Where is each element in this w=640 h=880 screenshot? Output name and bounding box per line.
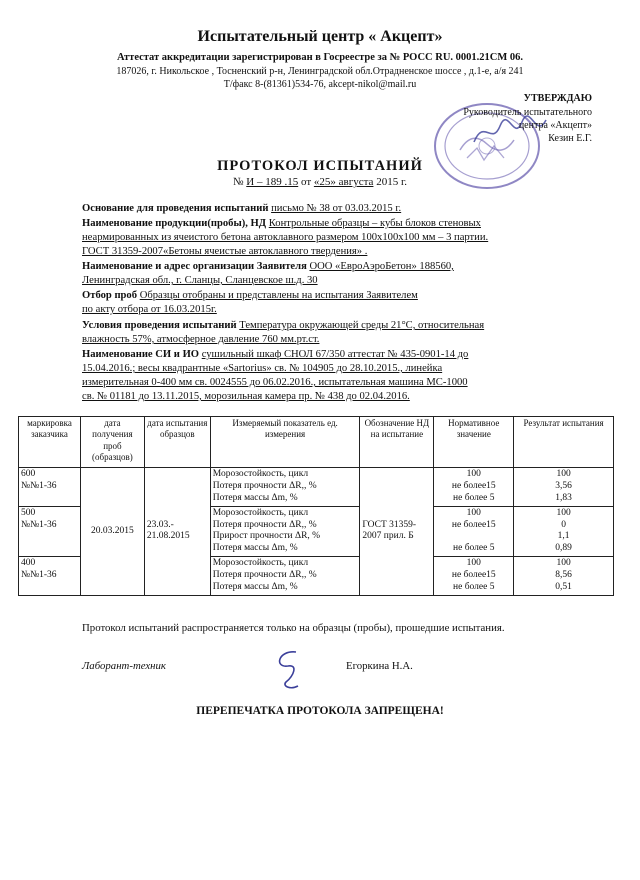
equipment-value-2: 15.04.2016.; весы квадрантные «Sartorius» св. № 104905 до 28.10.2015., линейка [82, 363, 443, 374]
result-line: 0 [561, 519, 566, 530]
protocol-number-line [0, 176, 640, 188]
params-cell [210, 468, 360, 507]
norm-line: не более15 [451, 570, 496, 581]
params-cell [210, 557, 360, 596]
result-line: 100 [556, 558, 571, 569]
param-line: Потеря прочности ΔR,, % [212, 570, 317, 581]
approval-title: УТВЕРЖДАЮ [523, 93, 592, 104]
address-line: 187026, г. Никольское , Тосненский р-н, Ленинградской обл.Отрадненское шоссе , д.1-е, а/я 241 [116, 66, 524, 77]
product-label: Наименование продукции(пробы), НД [82, 218, 267, 229]
lab-role: Лаборант-техник [82, 660, 166, 672]
protocol-date: «25» августа [313, 176, 374, 188]
equipment-row [82, 349, 468, 360]
params-cell [210, 506, 360, 557]
result-line: 3,56 [555, 480, 572, 491]
result-line: 0,89 [555, 543, 572, 554]
number-prefix: № [233, 176, 244, 188]
marking-samples: №№1-36 [21, 570, 57, 581]
param-line: Потеря прочности ΔR,, % [212, 519, 317, 530]
lab-signature [268, 646, 308, 692]
marking-cell [19, 468, 81, 507]
sampling-value-2: по акту отбора от 16.03.2015г. [82, 304, 217, 315]
norm-line: 100 [466, 507, 481, 518]
protocol-year: 2015 г. [376, 176, 407, 188]
conditions-label: Условия проведения испытаний [82, 320, 237, 331]
norm-line: 100 [466, 469, 481, 479]
reprint-warning: ПЕРЕПЕЧАТКА ПРОТОКОЛА ЗАПРЕЩЕНА! [196, 705, 444, 717]
norm-line: не более15 [451, 480, 496, 491]
marking-grade: 400 [21, 558, 36, 569]
result-line: 1,1 [557, 531, 570, 542]
result-line: 0,51 [555, 582, 572, 592]
approval-line-1: Руководитель испытательного [463, 107, 592, 118]
param-line: Потеря прочности ΔR,, % [212, 480, 317, 491]
product-row [82, 218, 481, 229]
basis-value: письмо № 38 от 03.03.2015 г. [271, 203, 402, 214]
basis-row [82, 203, 401, 214]
applicant-value-1: ООО «ЕвроАэроБетон» 188560, [309, 261, 454, 272]
table-row [19, 468, 614, 507]
protocol-title: ПРОТОКОЛ ИСПЫТАНИЙ [217, 158, 423, 174]
col-header-result: Результат испытания [514, 417, 614, 468]
col-header-test-date: дата испытания образцов [144, 417, 210, 468]
marking-samples: №№1-36 [21, 519, 57, 530]
equipment-label: Наименование СИ и ИО [82, 349, 200, 360]
marking-samples: №№1-36 [21, 480, 57, 491]
param-line: Морозостойкость, цикл [212, 558, 309, 569]
protocol-number: И – 189 .15 [246, 176, 299, 188]
param-line: Потеря массы Δm, % [212, 582, 298, 592]
lab-name: Егоркина Н.А. [346, 660, 413, 672]
sampling-label: Отбор проб [82, 290, 138, 301]
scope-note: Протокол испытаний распространяется только на образцы (пробы), прошедшие испытания. [82, 622, 505, 634]
sampling-value-1: Образцы отобраны и представлены на испытания Заявителем [139, 290, 418, 301]
col-header-nd: Обозначение НД на испытание [360, 417, 434, 468]
norms-cell [434, 506, 514, 557]
param-line: Потеря массы Δm, % [212, 543, 298, 554]
test-dates-cell: 23.03.- 21.08.2015 [144, 468, 210, 596]
marking-cell [19, 557, 81, 596]
norm-line: не более 5 [453, 543, 495, 554]
col-header-receipt-date: дата получения проб (образцов) [80, 417, 144, 468]
conditions-row [82, 320, 484, 331]
conditions-value-2: влажность 57%, атмосферное давление 760 мм.рт.ст. [82, 334, 320, 345]
applicant-value-2: Ленинградская обл., г. Сланцы, Сланцевское ш.д. 30 [82, 275, 318, 286]
results-cell [514, 468, 614, 507]
norm-line: 100 [466, 558, 481, 569]
param-line: Морозостойкость, цикл [212, 469, 309, 479]
equipment-value-1: сушильный шкаф СНОЛ 67/350 аттестат № 435-0901-14 до [201, 349, 469, 360]
results-cell [514, 506, 614, 557]
marking-grade: 500 [21, 507, 36, 518]
approval-signer: Кезин Е.Г. [548, 133, 592, 144]
result-line: 100 [556, 469, 571, 479]
nd-cell: ГОСТ 31359-2007 прил. Б [360, 468, 434, 596]
table-header-row [19, 417, 614, 468]
date-prefix: от [300, 176, 312, 188]
param-line: Потеря массы Δm, % [212, 492, 298, 503]
result-line: 1,83 [555, 492, 572, 503]
norms-cell [434, 557, 514, 596]
norm-line: не более 5 [453, 492, 495, 503]
approval-line-2: центра «Акцепт» [518, 120, 592, 131]
col-header-norm: Нормативное значение [434, 417, 514, 468]
norm-line: не более 5 [453, 582, 495, 592]
norms-cell [434, 468, 514, 507]
attestation-line: Аттестат аккредитации зарегистрирован в Госреестре за № РОСС RU. 0001.21СМ 06. [116, 52, 524, 63]
receipt-date-cell: 20.03.2015 [80, 468, 144, 596]
param-line: Прирост прочности ΔR, % [212, 531, 321, 542]
results-cell [514, 557, 614, 596]
equipment-value-3: измерительная 0-400 мм св. 0024555 до 06.02.2016., испытательная машина МС-1000 [82, 377, 468, 388]
sampling-row [82, 290, 418, 301]
equipment-value-4: св. № 01181 до 13.11.2015, морозильная камера пр. № 438 до 02.04.2016. [82, 391, 410, 402]
result-line: 100 [556, 507, 571, 518]
col-header-parameter: Измеряемый показатель ед. измерения [210, 417, 360, 468]
result-line: 8,56 [555, 570, 572, 581]
applicant-label: Наименование и адрес организации Заявителя [82, 261, 307, 272]
approval-signature [470, 112, 550, 152]
applicant-row [82, 261, 454, 272]
product-value-2: неармированных из ячеистого бетона автоклавного размером 100х100х100 мм – 3 партии. [82, 232, 489, 243]
product-value-1: Контрольные образцы – кубы блоков стеновых [268, 218, 481, 229]
marking-cell [19, 506, 81, 557]
marking-grade: 600 [21, 469, 36, 479]
results-table [18, 416, 614, 596]
product-value-3: ГОСТ 31359-2007«Бетоны ячеистые автоклавного твердения» . [82, 246, 368, 257]
basis-label: Основание для проведения испытаний [82, 203, 269, 214]
lab-title: Испытательный центр « Акцепт» [197, 28, 443, 45]
col-header-marking: маркировка заказчика [19, 417, 81, 468]
conditions-value-1: Температура окружающей среды 21°С, относительная [239, 320, 485, 331]
norm-line [436, 531, 511, 543]
norm-line: не более15 [451, 519, 496, 530]
param-line: Морозостойкость, цикл [212, 507, 309, 518]
contacts-line: Т/факс 8-(81361)534-76, akcept-nikol@mail.ru [223, 79, 417, 90]
